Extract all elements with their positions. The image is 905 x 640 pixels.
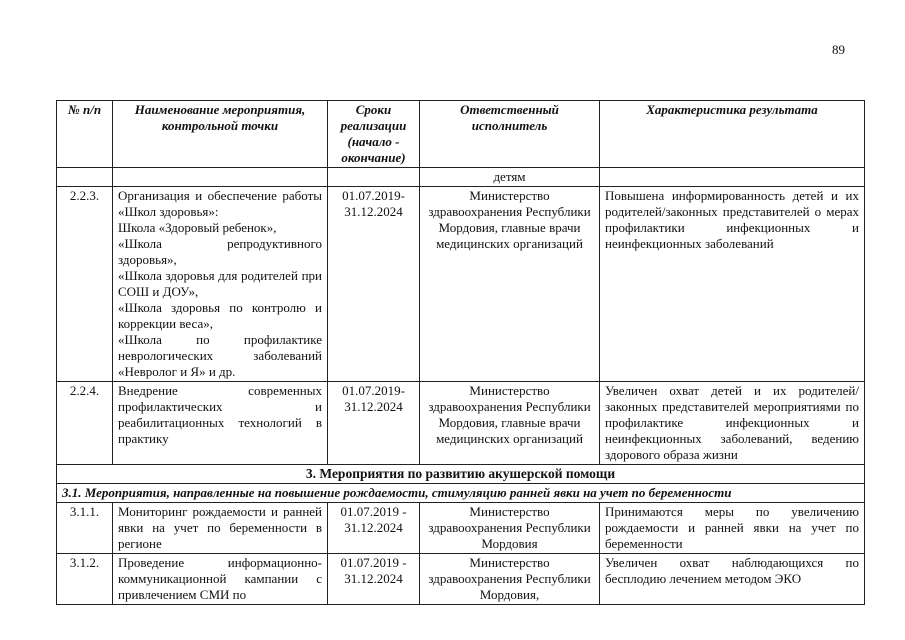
row-responsible: Министерство здравоохранения Республики Мордовия, главные врачи медицинских организаций — [420, 382, 600, 465]
row-name: Проведение информационно-коммуникационной кампании с привлечением СМИ по — [113, 554, 328, 605]
row-responsible: Министерство здравоохранения Республики Мордовия, — [420, 554, 600, 605]
page-number: 89 — [832, 42, 845, 57]
row-responsible: Министерство здравоохранения Республики Мордовия — [420, 503, 600, 554]
row-name: Организация и обеспечение работы «Школ здоровья»: Школа «Здоровый ребенок», «Школа репродуктивного здоровья», «Школа здоровья для родителей при СОШ и ДОУ», «Школа здоровья по контролю и коррекции веса», «Школа по профилактике неврологических заболеваний «Невролог и Я» и др. — [113, 187, 328, 382]
header-terms: Сроки реализации (начало - окончание) — [328, 101, 420, 168]
table-header-row — [57, 101, 865, 168]
row-number: 3.1.1. — [57, 503, 113, 554]
row-result: Принимаются меры по увеличению рождаемости и ранней явки на учет по беременности — [600, 503, 865, 554]
table-row — [57, 187, 865, 382]
section-title: 3. Мероприятия по развитию акушерской помощи — [57, 465, 865, 484]
header-num: № п/п — [57, 101, 113, 168]
row-name: Внедрение современных профилактических и реабилитационных технологий в практику — [113, 382, 328, 465]
row-responsible: Министерство здравоохранения Республики Мордовия, главные врачи медицинских организаций — [420, 187, 600, 382]
row-terms: 01.07.2019- 31.12.2024 — [328, 187, 420, 382]
table-row — [57, 503, 865, 554]
row-number: 2.2.4. — [57, 382, 113, 465]
row-result: Повышена информированность детей и их родителей/законных представителей о мерах профилактики инфекционных и неинфекционных заболеваний — [600, 187, 865, 382]
subsection-row — [57, 484, 865, 503]
table-row — [57, 554, 865, 605]
row-number: 3.1.2. — [57, 554, 113, 605]
table-row — [57, 382, 865, 465]
row-name: Мониторинг рождаемости и ранней явки на учет по беременности в регионе — [113, 503, 328, 554]
row-terms: 01.07.2019- 31.12.2024 — [328, 382, 420, 465]
row-number: 2.2.3. — [57, 187, 113, 382]
continuation-cell: детям — [420, 168, 600, 187]
row-result: Увеличен охват детей и их родителей/законных представителей мероприятиями по профилактике инфекционных и неинфекционных заболеваний, ведению здорового образа жизни — [600, 382, 865, 465]
header-responsible: Ответственный исполнитель — [420, 101, 600, 168]
header-result: Характеристика результата — [600, 101, 865, 168]
subsection-title: 3.1. Мероприятия, направленные на повышение рождаемости, стимуляцию ранней явки на учет по беременности — [57, 484, 865, 503]
table-row — [57, 168, 865, 187]
header-name: Наименование мероприятия, контрольной точки — [113, 101, 328, 168]
row-terms: 01.07.2019 - 31.12.2024 — [328, 554, 420, 605]
section-row — [57, 465, 865, 484]
row-result: Увеличен охват наблюдающихся по бесплодию лечением методом ЭКО — [600, 554, 865, 605]
measures-table — [56, 100, 865, 605]
row-terms: 01.07.2019 - 31.12.2024 — [328, 503, 420, 554]
